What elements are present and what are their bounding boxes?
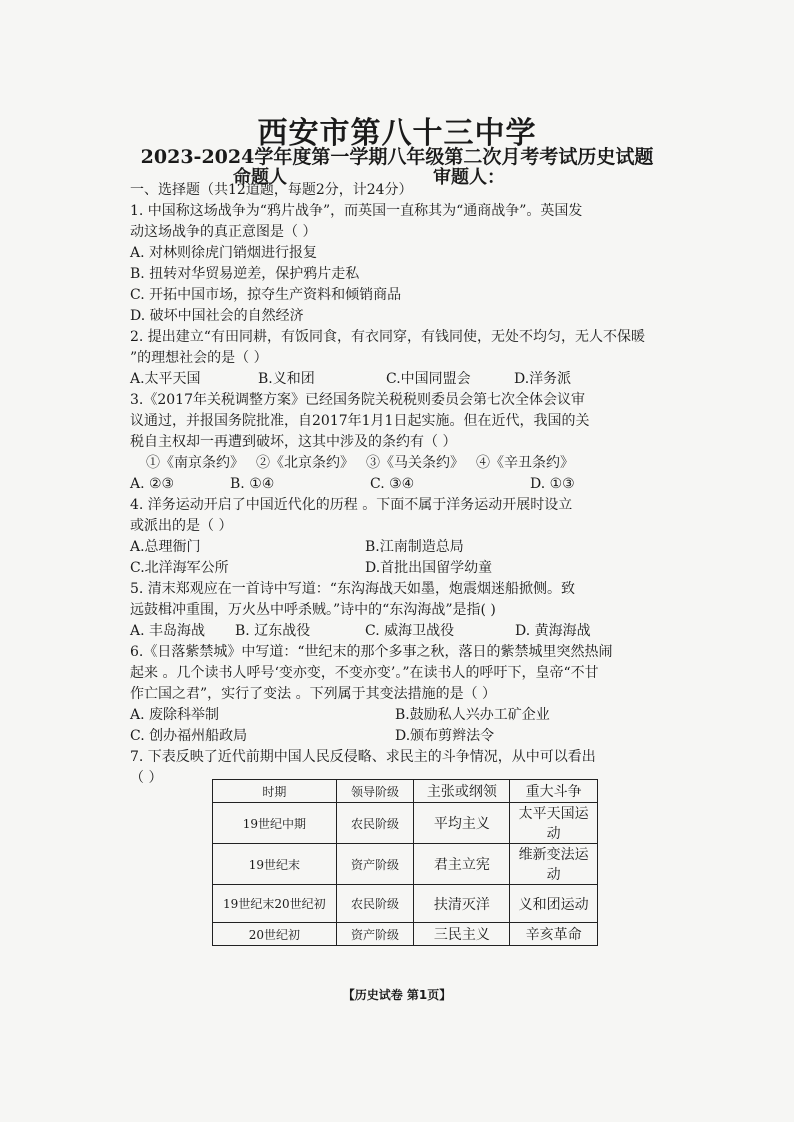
option-d: D. ①③ (530, 476, 575, 492)
question-stem: ”的理想社会的是（ ） (130, 350, 268, 366)
questions (130, 180, 650, 789)
option-c: C.中国同盟会 (386, 371, 471, 387)
question-stem: 作亡国之君”，实行了变法 。下列属于其变法措施的是（ ） (130, 686, 497, 702)
table-header-row (213, 780, 598, 803)
treaty-item: ①《南京条约》 (146, 455, 244, 471)
page-footer: 【历史试卷 第1页】 (342, 988, 452, 1002)
table-row (213, 803, 598, 844)
table-row (213, 844, 598, 885)
question-stem: 4. 洋务运动开启了中国近代化的历程 。下面不属于洋务运动开展时设立 (130, 497, 573, 513)
option-d: D. 破坏中国社会的自然经济 (130, 308, 304, 324)
option-d: D.首批出国留学幼童 (365, 560, 493, 576)
treaty-item: ③《马关条约》 (366, 455, 464, 471)
table-cell: 19世纪末20世纪初 (213, 885, 337, 923)
options-row (130, 369, 650, 390)
table-cell: 平均主义 (414, 803, 510, 844)
section-heading: 一、选择题（共12道题，每题2分，计24分） (130, 182, 413, 198)
question-stem: 或派出的是（ ） (130, 518, 233, 534)
option-a: A. ②③ (130, 476, 175, 492)
question-1 (130, 201, 650, 327)
treaty-list (130, 453, 650, 474)
options-row (130, 705, 650, 726)
question-stem: 起来 。几个读书人呼号‘变亦变，不变亦变’。”在读书人的呼吁下，皇帝“不甘 (130, 665, 599, 681)
table-cell: 19世纪末 (213, 844, 337, 885)
exam-title: 2023-2024学年度第一学期八年级第二次月考考试历史试题 (140, 146, 654, 168)
column-header: 时期 (213, 780, 337, 803)
question-2 (130, 327, 650, 390)
table-row (213, 923, 598, 946)
table-cell: 19世纪中期 (213, 803, 337, 844)
author-label: 命题人 (233, 167, 287, 188)
option-a: A. 废除科举制 (130, 707, 220, 723)
option-b: B. 扭转对华贸易逆差，保护鸦片走私 (130, 266, 360, 282)
table-cell: 农民阶级 (336, 803, 414, 844)
table-cell: 20世纪初 (213, 923, 337, 946)
option-b: B.江南制造总局 (365, 539, 464, 555)
question-stem: 议通过，并报国务院批准，自2017年1月1日起实施。但在近代，我国的关 (130, 413, 590, 429)
option-a: A.总理衙门 (130, 539, 201, 555)
option-d: D.洋务派 (514, 371, 572, 387)
option-b: B.义和团 (258, 371, 315, 387)
table-cell: 三民主义 (414, 923, 510, 946)
column-header: 领导阶级 (336, 780, 414, 803)
options-row (130, 474, 650, 495)
table-cell: 农民阶级 (336, 885, 414, 923)
option-a: A.太平天国 (130, 371, 201, 387)
table-cell: 维新变法运动 (510, 844, 598, 885)
option-b: B. 辽东战役 (235, 623, 311, 639)
struggle-table (212, 779, 598, 946)
column-header: 主张或纲领 (414, 780, 510, 803)
table-cell: 义和团运动 (510, 885, 598, 923)
option-c: C.北洋海军公所 (130, 560, 229, 576)
column-header: 重大斗争 (510, 780, 598, 803)
options-row (130, 558, 650, 579)
question-stem: 3.《2017年关税调整方案》已经国务院关税税则委员会第七次全体会议审 (130, 392, 585, 408)
question-stem: 2. 提出建立“有田同耕，有饭同食，有衣同穿，有钱同使，无处不均匀，无人不保暖 (130, 329, 645, 345)
option-c: C. ③④ (370, 476, 415, 492)
treaty-item: ②《北京条约》 (256, 455, 354, 471)
question-stem: 5. 清末郑观应在一首诗中写道：“东沟海战天如墨，炮震烟迷船掀侧。致 (130, 581, 575, 597)
option-b: B.鼓励私人兴办工矿企业 (395, 707, 550, 723)
option-a: A. 对林则徐虎门销烟进行报复 (130, 245, 318, 261)
question-stem: 动这场战争的真正意图是（ ） (130, 224, 317, 240)
option-a: A. 丰岛海战 (130, 623, 206, 639)
table-row (213, 885, 598, 923)
treaty-item: ④《辛丑条约》 (476, 455, 574, 471)
options-row (130, 621, 650, 642)
option-d: D. 黄海海战 (515, 623, 591, 639)
question-stem: （ ） (130, 770, 163, 786)
question-stem: 1. 中国称这场战争为“鸦片战争”，而英国一直称其为“通商战争”。英国发 (130, 203, 583, 219)
table-cell: 资产阶级 (336, 844, 414, 885)
table-cell: 扶清灭洋 (414, 885, 510, 923)
table-cell: 太平天国运动 (510, 803, 598, 844)
question-stem: 6.《日落紫禁城》中写道：“世纪末的那个多事之秋，落日的紫禁城里突然热闹 (130, 644, 613, 660)
table-cell: 君主立宪 (414, 844, 510, 885)
question-4 (130, 495, 650, 579)
question-6 (130, 642, 650, 747)
options-row (130, 726, 650, 747)
question-stem: 税自主权却一再遭到破坏，这其中涉及的条约有（ ） (130, 434, 457, 450)
table-cell: 资产阶级 (336, 923, 414, 946)
option-c: C. 创办福州船政局 (130, 728, 248, 744)
question-stem: 7. 下表反映了近代前期中国人民反侵略、求民主的斗争情况，从中可以看出 (130, 749, 596, 765)
option-c: C. 开拓中国市场，掠夺生产资料和倾销商品 (130, 287, 402, 303)
table-cell: 辛亥革命 (510, 923, 598, 946)
option-b: B. ①④ (230, 476, 275, 492)
question-stem: 远鼓楫冲重围，万火丛中呼杀贼。”诗中的“东沟海战”是指( ) (130, 602, 496, 618)
reviewer-label: 审题人： (433, 167, 505, 188)
option-c: C. 威海卫战役 (365, 623, 455, 639)
school-title: 西安市第八十三中学 (257, 116, 537, 151)
option-d: D.颁布剪辫法令 (395, 728, 495, 744)
question-3 (130, 390, 650, 495)
options-row (130, 537, 650, 558)
question-5 (130, 579, 650, 642)
